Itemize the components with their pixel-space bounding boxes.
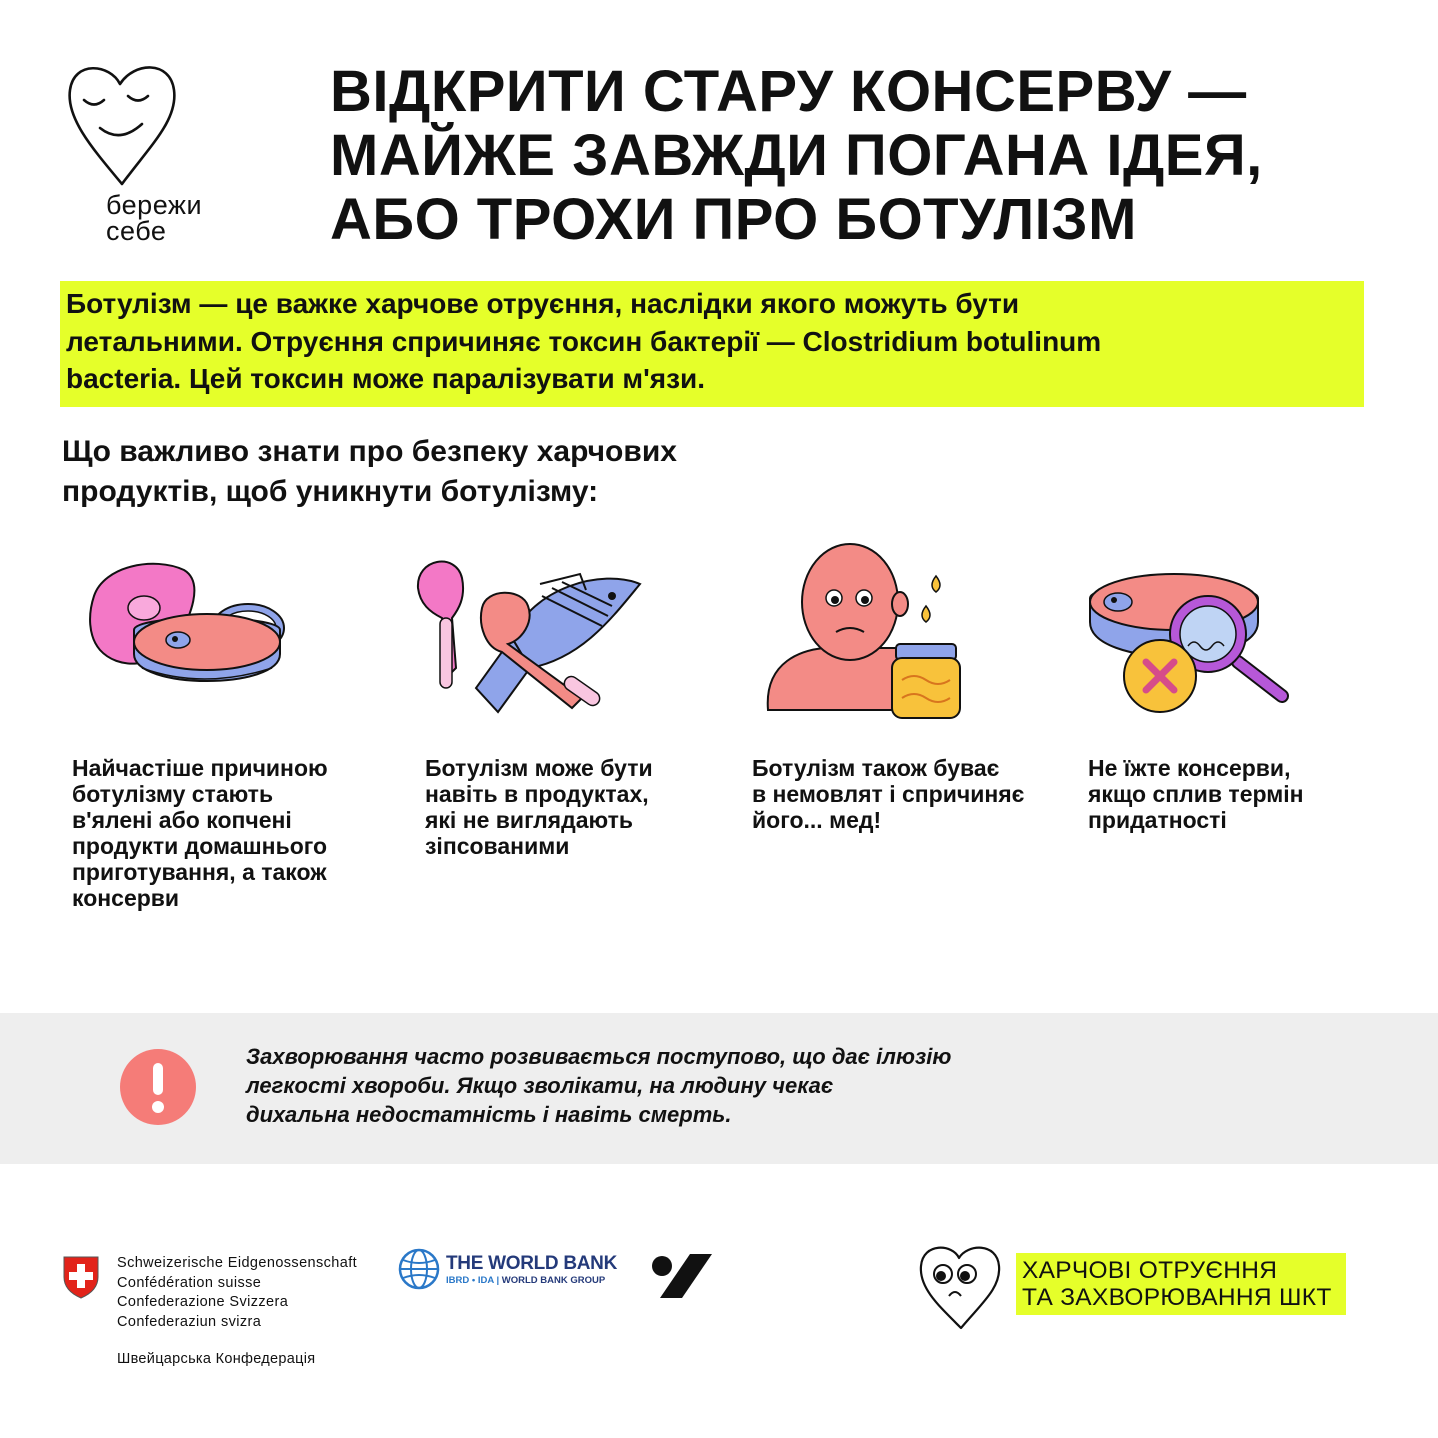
tip-card <box>72 755 328 911</box>
tip-card <box>425 755 653 859</box>
intro-line: летальними. Отруєння спричиняє токсин бактерії — Clostridium botulinum <box>66 325 1102 357</box>
tip-line: зіпсованими <box>425 833 570 859</box>
swiss-text-line: Confederaziun svizra <box>117 1313 262 1330</box>
tip-line: які не виглядають <box>425 807 633 833</box>
section-heading <box>62 432 677 512</box>
swiss-confederation-logo-text <box>117 1254 357 1332</box>
intro-line: Ботулізм — це важке харчове отруєння, наслідки якого можуть бути <box>66 288 1020 319</box>
world-bank-subtitle: IBRD • IDA | WORLD BANK GROUP <box>446 1275 606 1286</box>
section-heading-line: продуктів, щоб уникнути ботулізму: <box>62 475 599 508</box>
tip-line: консерви <box>72 885 180 911</box>
heart-logo-icon <box>62 56 182 191</box>
tip-line: Ботулізм може бути <box>425 755 653 781</box>
baby-and-honey-illustration <box>764 540 964 722</box>
tip-line: приготування, а також <box>72 859 327 885</box>
swiss-caption: Швейцарська Конфедерація <box>117 1351 316 1367</box>
title-line: ВІДКРИТИ СТАРУ КОНСЕРВУ — <box>330 59 1247 124</box>
intro-highlight-box <box>60 281 1364 407</box>
tip-line: Найчастіше причиною <box>72 755 328 781</box>
canned-food-illustration <box>84 556 288 706</box>
swiss-text-line: Schweizerische Eidgenossenschaft <box>117 1255 358 1271</box>
logo-text-line: бережи <box>106 190 203 220</box>
warning-text <box>246 1042 951 1129</box>
series-title-line: ХАРЧОВІ ОТРУЄННЯ <box>1022 1257 1278 1284</box>
tip-line: навіть в продуктах, <box>425 781 649 807</box>
exclamation-icon <box>120 1049 196 1125</box>
tip-line: якщо сплив термін <box>1088 781 1304 807</box>
world-bank-name: THE WORLD BANK <box>446 1253 618 1274</box>
tip-line: Не їжте консерви, <box>1088 755 1291 781</box>
series-title-line: ТА ЗАХВОРЮВАННЯ ШКТ <box>1022 1284 1332 1311</box>
fish-and-drumstick-illustration <box>412 548 648 718</box>
tip-line: придатності <box>1088 807 1227 833</box>
world-bank-globe-icon <box>398 1248 440 1290</box>
series-title-badge <box>1016 1253 1346 1315</box>
intro-line: bacteria. Цей токсин може паралізувати м'язи. <box>66 363 706 394</box>
world-bank-sub-a: IBRD • IDA <box>446 1275 494 1286</box>
section-heading-line: Що важливо знати про безпеку харчових <box>62 435 677 468</box>
page-title <box>330 60 1420 252</box>
tip-line: його... мед! <box>752 807 882 833</box>
logo-text-line: себе <box>106 216 167 246</box>
brand-logo-text <box>106 192 246 244</box>
title-line: АБО ТРОХИ ПРО БОТУЛІЗМ <box>330 187 1137 252</box>
warning-line: легкості хвороби. Якщо зволікати, на людину чекає <box>246 1073 834 1098</box>
tip-line: в немовлят і спричиняє <box>752 781 1025 807</box>
tip-line: ботулізму стають <box>72 781 274 807</box>
warning-line: дихальна недостатність і навіть смерть. <box>246 1102 732 1127</box>
warning-line: Захворювання часто розвивається поступово, що дає ілюзію <box>246 1044 952 1069</box>
title-line: МАЙЖЕ ЗАВЖДИ ПОГАНА ІДЕЯ, <box>330 123 1263 188</box>
swiss-coat-of-arms-icon <box>62 1255 100 1299</box>
expired-can-illustration <box>1088 562 1292 718</box>
tip-card <box>752 755 1024 833</box>
swiss-text-line: Confederazione Svizzera <box>117 1294 289 1310</box>
tip-line: продукти домашнього <box>72 833 328 859</box>
sick-heart-icon <box>917 1240 1003 1332</box>
world-bank-sub-b: WORLD BANK GROUP <box>501 1275 606 1286</box>
tip-line: Ботулізм також буває <box>752 755 1000 781</box>
tip-card <box>1088 755 1304 833</box>
swiss-text-line: Confédération suisse <box>117 1274 262 1291</box>
tip-line: в'ялені або копчені <box>72 807 292 833</box>
ministry-logo-icon <box>650 1252 712 1300</box>
